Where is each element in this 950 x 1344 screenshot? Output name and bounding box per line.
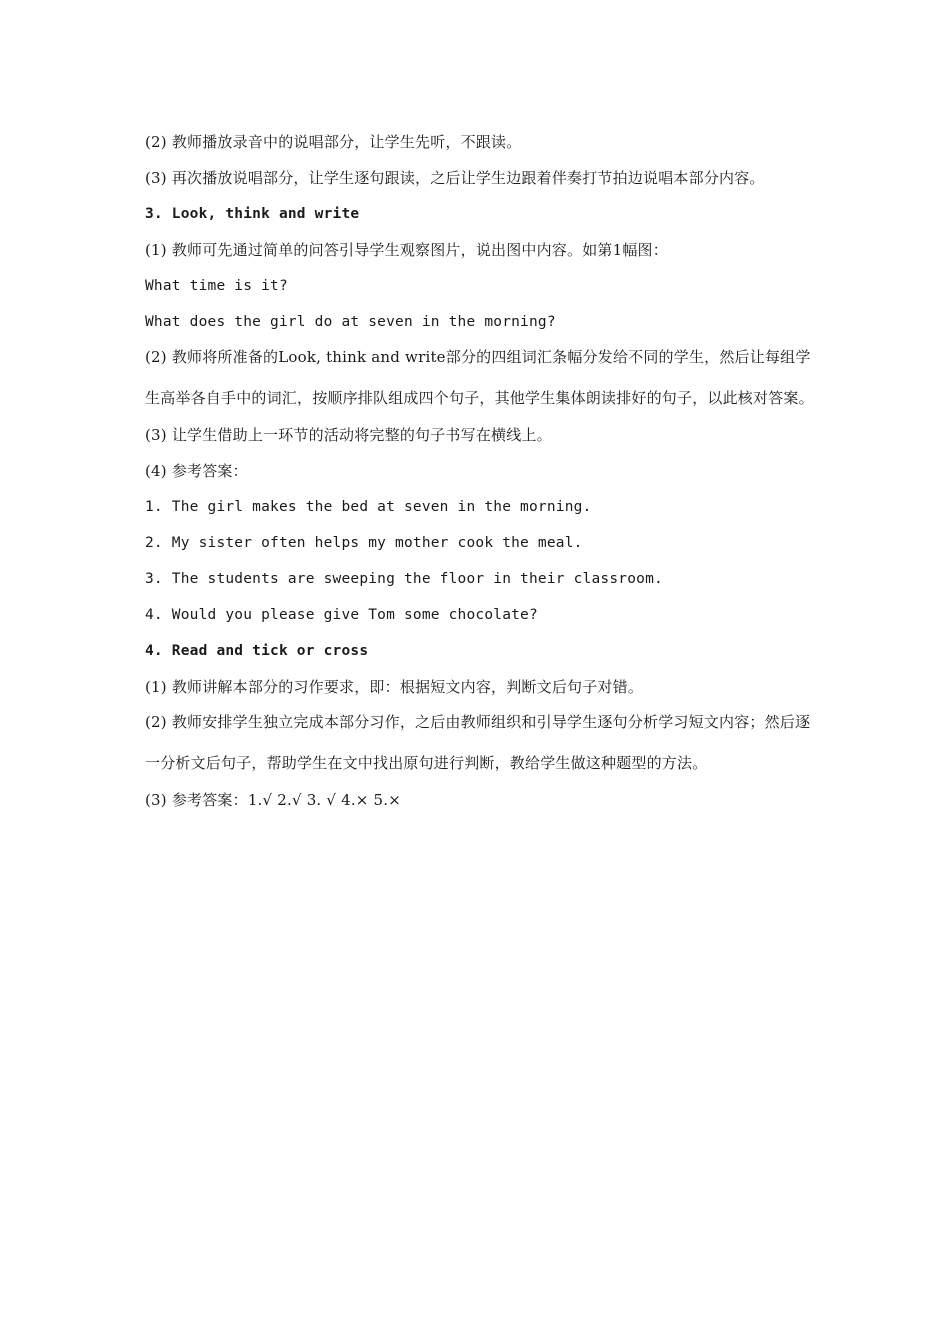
paragraph-4-2: (2) 教师安排学生独立完成本部分习作，之后由教师组织和引导学生逐句分析学习短文内容；然后逐一分析文后句子，帮助学生在文中找出原句进行判断，教给学生做这种题型的方法。 xyxy=(145,713,811,772)
paragraph-4-3: (3) 参考答案：1.√ 2.√ 3. √ 4.× 5.× xyxy=(145,791,402,809)
paragraph-2-2: (2) 教师播放录音中的说唱部分，让学生先听，不跟读。 xyxy=(145,133,522,151)
question-1: What time is it? xyxy=(145,278,288,294)
paragraph-4-1: (1) 教师讲解本部分的习作要求，即：根据短文内容，判断文后句子对错。 xyxy=(145,678,644,696)
answer-3: 3. The students are sweeping the floor in their classroom. xyxy=(145,571,663,587)
answer-2: 2. My sister often helps my mother cook the meal. xyxy=(145,535,583,551)
answer-4: 4. Would you please give Tom some chocolate? xyxy=(145,607,538,623)
document-page xyxy=(145,124,825,818)
paragraph-3-3: (3) 让学生借助上一环节的活动将完整的句子书写在横线上。 xyxy=(145,426,552,444)
paragraph-3-1: (1) 教师可先通过简单的问答引导学生观察图片，说出图中内容。如第1幅图： xyxy=(145,241,668,259)
answer-1: 1. The girl makes the bed at seven in the morning. xyxy=(145,499,592,515)
section-heading-3: 3. Look, think and write xyxy=(145,206,360,222)
paragraph-2-3: (3) 再次播放说唱部分，让学生逐句跟读，之后让学生边跟着伴奏打节拍边说唱本部分内容。 xyxy=(145,169,765,187)
question-2: What does the girl do at seven in the morning? xyxy=(145,314,556,330)
paragraph-3-4: (4) 参考答案： xyxy=(145,462,248,480)
paragraph-3-2: (2) 教师将所准备的Look, think and write部分的四组词汇条幅分发给不同的学生，然后让每组学生高举各自手中的词汇，按顺序排队组成四个句子，其他学生集体朗读排好的句子，以此核对答案。 xyxy=(145,348,814,407)
section-heading-4: 4. Read and tick or cross xyxy=(145,643,369,659)
